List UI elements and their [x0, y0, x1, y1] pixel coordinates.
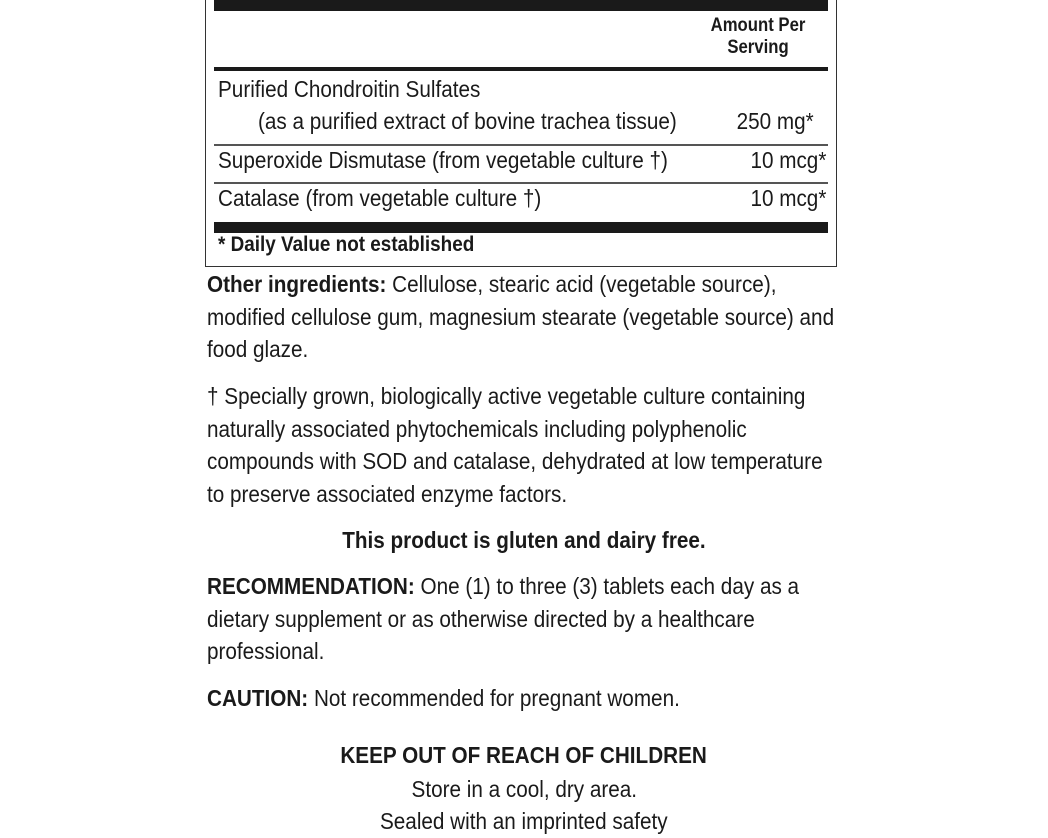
keep-out-warning: KEEP OUT OF REACH OF CHILDREN — [340, 742, 708, 768]
storage-instruction: Store in a cool, dry area. — [411, 776, 637, 802]
supplement-facts-table — [205, 0, 837, 267]
sealed-statement: Sealed with an imprinted safety — [380, 808, 668, 834]
gluten-dairy-statement: This product is gluten and dairy free. — [342, 527, 706, 553]
row-chondroitin-amount: 250 mg* — [736, 108, 814, 134]
bottom-bar — [214, 222, 828, 233]
caution-text: Not recommended for pregnant women. — [308, 685, 680, 711]
row-chondroitin-name: Purified Chondroitin Sulfates — [218, 76, 481, 102]
daily-value-footnote: * Daily Value not established — [218, 233, 475, 256]
row-sod-amount: 10 mcg* — [750, 147, 826, 173]
row-sod-name: Superoxide Dismutase (from vegetable culture †) — [218, 147, 668, 173]
header-rule — [214, 67, 828, 71]
caution-label: CAUTION: — [207, 685, 309, 711]
row-chondroitin-sub: (as a purified extract of bovine trachea tissue) — [258, 108, 677, 134]
recommendation-text: One (1) to three (3) tablets each day as a dietary supplement or as otherwise directed by a healthcare professional. — [207, 573, 800, 664]
other-ingredients — [207, 268, 837, 366]
row-catalase-name: Catalase (from vegetable culture †) — [218, 185, 542, 211]
culture-note: † Specially grown, biologically active vegetable culture containing naturally associated phytochemicals including polyphenolic compounds with SOD and catalase, dehydrated at low temperature to preserve associated enzyme factors. — [207, 383, 823, 507]
row-catalase-amount: 10 mcg* — [750, 185, 826, 211]
recommendation-label: RECOMMENDATION: — [207, 573, 415, 599]
top-bar — [214, 0, 828, 11]
caution — [207, 682, 837, 715]
recommendation — [207, 570, 837, 668]
other-ingredients-text: Cellulose, stearic acid (vegetable source), modified cellulose gum, magnesium stearate (vegetable source) and food glaze. — [207, 271, 835, 362]
other-ingredients-label: Other ingredients: — [207, 271, 387, 297]
amount-per-serving-header: Amount Per Serving — [710, 15, 806, 58]
